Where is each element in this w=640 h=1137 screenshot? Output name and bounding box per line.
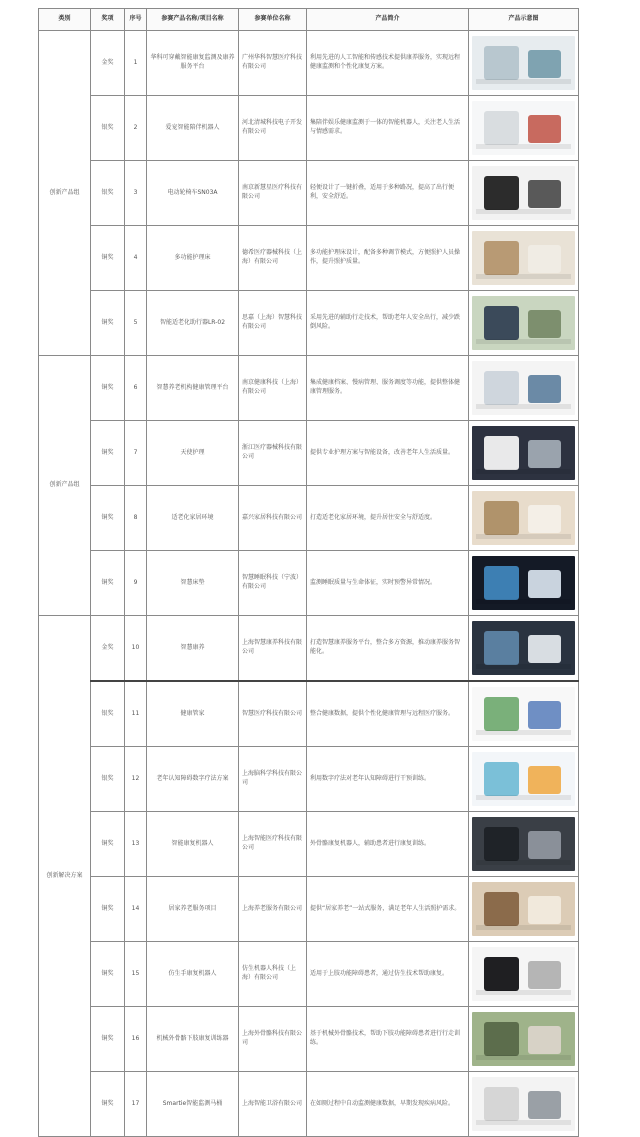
header-category: 类别 xyxy=(39,9,91,31)
number-cell: 6 xyxy=(125,356,147,421)
award-cell: 铜奖 xyxy=(91,1072,125,1137)
organization-cell: 上海智能医疗科技有限公司 xyxy=(239,812,307,877)
image-cell xyxy=(469,551,579,616)
image-cell xyxy=(469,421,579,486)
number-cell: 1 xyxy=(125,31,147,96)
image-cell xyxy=(469,747,579,812)
award-cell: 铜奖 xyxy=(91,551,125,616)
image-cell xyxy=(469,1007,579,1072)
table-row xyxy=(39,96,579,161)
number-cell: 5 xyxy=(125,291,147,356)
organization-cell: 南京健康科技（上海）有限公司 xyxy=(239,356,307,421)
number-cell: 12 xyxy=(125,747,147,812)
description-cell: 利用数字疗法对老年认知障碍进行干预训练。 xyxy=(307,747,469,812)
award-cell: 铜奖 xyxy=(91,421,125,486)
table-row xyxy=(39,681,579,747)
award-cell: 银奖 xyxy=(91,161,125,226)
description-cell: 整合健康数据，提供个性化健康管理与远程医疗服务。 xyxy=(307,681,469,747)
description-cell: 打造适老化家居环境，提升居住安全与舒适度。 xyxy=(307,486,469,551)
outdoor-walk-photo xyxy=(472,1012,575,1066)
image-cell xyxy=(469,356,579,421)
header-image: 产品示意图 xyxy=(469,9,579,31)
description-cell: 监测睡眠质量与生命体征，实时预警异常情况。 xyxy=(307,551,469,616)
number-cell: 10 xyxy=(125,616,147,682)
mattress-photo xyxy=(472,556,575,610)
number-cell: 3 xyxy=(125,161,147,226)
product-name-cell: 智能康复机器人 xyxy=(147,812,239,877)
dashboard-photo xyxy=(472,361,575,415)
number-cell: 17 xyxy=(125,1072,147,1137)
description-cell: 外骨骼康复机器人，辅助患者进行康复训练。 xyxy=(307,812,469,877)
table-row xyxy=(39,486,579,551)
image-cell xyxy=(469,226,579,291)
product-name-cell: 智慧床垫 xyxy=(147,551,239,616)
product-name-cell: 电动轮椅车SN03A xyxy=(147,161,239,226)
product-name-cell: 智慧养老机构健康管理平台 xyxy=(147,356,239,421)
product-name-cell: 华科可穿戴智能康复监测及康养服务平台 xyxy=(147,31,239,96)
bionic-hand-photo xyxy=(472,947,575,1001)
description-cell: 轻便设计了一键折叠，适用于多种路况，提高了出行便利，安全舒适。 xyxy=(307,161,469,226)
award-cell: 铜奖 xyxy=(91,486,125,551)
award-cell: 铜奖 xyxy=(91,877,125,942)
table-row xyxy=(39,356,579,421)
toilet-photo xyxy=(472,1077,575,1131)
award-cell: 铜奖 xyxy=(91,1007,125,1072)
product-name-cell: 爱宠智能陪伴机器人 xyxy=(147,96,239,161)
header-row xyxy=(39,9,579,31)
table-row xyxy=(39,31,579,96)
image-cell xyxy=(469,291,579,356)
organization-cell: 智慧睡眠科技（宁波）有限公司 xyxy=(239,551,307,616)
award-cell: 铜奖 xyxy=(91,812,125,877)
award-cell: 铜奖 xyxy=(91,291,125,356)
organization-cell: 德希医疗器械科技（上海）有限公司 xyxy=(239,226,307,291)
organization-cell: 河北清城科技电子开发有限公司 xyxy=(239,96,307,161)
table-row xyxy=(39,812,579,877)
table-row xyxy=(39,161,579,226)
image-cell xyxy=(469,616,579,682)
image-cell xyxy=(469,161,579,226)
product-name-cell: 机械外骨骼下肢康复训练器 xyxy=(147,1007,239,1072)
organization-cell: 思嘉（上海）智慧科技有限公司 xyxy=(239,291,307,356)
product-name-cell: 天使护理 xyxy=(147,421,239,486)
image-cell xyxy=(469,812,579,877)
number-cell: 7 xyxy=(125,421,147,486)
number-cell: 2 xyxy=(125,96,147,161)
product-name-cell: 智慧康养 xyxy=(147,616,239,682)
robot-photo xyxy=(472,101,575,155)
table-row xyxy=(39,942,579,1007)
books-photo xyxy=(472,426,575,480)
table-row xyxy=(39,551,579,616)
walker-photo xyxy=(472,296,575,350)
organization-cell: 上海外骨骼科技有限公司 xyxy=(239,1007,307,1072)
table-row xyxy=(39,226,579,291)
image-cell xyxy=(469,31,579,96)
description-cell: 利用先进的人工智能和传感技术提供康养服务，实现远程健康监测和个性化康复方案。 xyxy=(307,31,469,96)
table-row xyxy=(39,291,579,356)
devices-photo xyxy=(472,687,575,741)
header-award: 奖项 xyxy=(91,9,125,31)
award-cell: 铜奖 xyxy=(91,356,125,421)
image-cell xyxy=(469,877,579,942)
bed-photo xyxy=(472,231,575,285)
homecare-photo xyxy=(472,882,575,936)
image-cell xyxy=(469,96,579,161)
table-row xyxy=(39,616,579,682)
product-name-cell: Smartie智能监测马桶 xyxy=(147,1072,239,1137)
exoskeleton-photo xyxy=(472,817,575,871)
wheelchair-photo xyxy=(472,166,575,220)
device-photo xyxy=(472,36,575,90)
table-row xyxy=(39,1072,579,1137)
description-cell: 多功能护理床设计，配备多种调节模式，方便照护人员操作，提升照护质量。 xyxy=(307,226,469,291)
description-cell: 集陪伴娱乐健康监测于一体的智能机器人，关注老人生活与情感需求。 xyxy=(307,96,469,161)
award-cell: 银奖 xyxy=(91,681,125,747)
image-cell xyxy=(469,942,579,1007)
header-product-name: 参赛产品名称/项目名称 xyxy=(147,9,239,31)
organization-cell: 上海养老服务有限公司 xyxy=(239,877,307,942)
screens-photo xyxy=(472,621,575,675)
image-cell xyxy=(469,486,579,551)
organization-cell: 上海智慧康养科技有限公司 xyxy=(239,616,307,682)
number-cell: 13 xyxy=(125,812,147,877)
award-cell: 金奖 xyxy=(91,616,125,682)
description-cell: 在如厕过程中自动监测健康数据，早期发现疾病风险。 xyxy=(307,1072,469,1137)
number-cell: 8 xyxy=(125,486,147,551)
number-cell: 16 xyxy=(125,1007,147,1072)
number-cell: 11 xyxy=(125,681,147,747)
organization-cell: 上海脑科学科技有限公司 xyxy=(239,747,307,812)
product-name-cell: 仿生手康复机器人 xyxy=(147,942,239,1007)
header-description: 产品简介 xyxy=(307,9,469,31)
table-row xyxy=(39,421,579,486)
organization-cell: 智慧医疗科技有限公司 xyxy=(239,681,307,747)
product-name-cell: 健康管家 xyxy=(147,681,239,747)
product-name-cell: 适老化家居环境 xyxy=(147,486,239,551)
award-cell: 银奖 xyxy=(91,96,125,161)
description-cell: 提供“居家养老”一站式服务，满足老年人生活照护需求。 xyxy=(307,877,469,942)
phone-app-photo xyxy=(472,752,575,806)
category-cell: 创新解决方案 xyxy=(39,616,91,1137)
category-cell: 创新产品组 xyxy=(39,31,91,356)
organization-cell: 仿生机器人科技（上海）有限公司 xyxy=(239,942,307,1007)
description-cell: 打造智慧康养服务平台，整合多方资源，推动康养服务智能化。 xyxy=(307,616,469,682)
description-cell: 基于机械外骨骼技术，帮助下肢功能障碍患者进行行走训练。 xyxy=(307,1007,469,1072)
product-name-cell: 多功能护理床 xyxy=(147,226,239,291)
table-row xyxy=(39,877,579,942)
product-name-cell: 老年认知障碍数字疗法方案 xyxy=(147,747,239,812)
description-cell: 适用于上肢功能障碍患者，通过仿生技术帮助康复。 xyxy=(307,942,469,1007)
category-cell: 创新产品组 xyxy=(39,356,91,616)
table-body xyxy=(39,31,579,1137)
number-cell: 4 xyxy=(125,226,147,291)
number-cell: 9 xyxy=(125,551,147,616)
award-cell: 银奖 xyxy=(91,747,125,812)
award-cell: 铜奖 xyxy=(91,942,125,1007)
organization-cell: 嘉兴家居科技有限公司 xyxy=(239,486,307,551)
organization-cell: 浙江医疗器械科技有限公司 xyxy=(239,421,307,486)
organization-cell: 南京新慧星医疗科技有限公司 xyxy=(239,161,307,226)
product-name-cell: 智能适老化助行器LR-02 xyxy=(147,291,239,356)
image-cell xyxy=(469,1072,579,1137)
product-name-cell: 居家养老服务项目 xyxy=(147,877,239,942)
award-cell: 铜奖 xyxy=(91,226,125,291)
number-cell: 15 xyxy=(125,942,147,1007)
organization-cell: 上海智能卫浴有限公司 xyxy=(239,1072,307,1137)
description-cell: 采用先进的辅助行走技术，帮助老年人安全出行，减少跌倒风险。 xyxy=(307,291,469,356)
room-photo xyxy=(472,491,575,545)
organization-cell: 广州华科智慧医疗科技有限公司 xyxy=(239,31,307,96)
header-organization: 参赛单位名称 xyxy=(239,9,307,31)
table-row xyxy=(39,1007,579,1072)
awards-table xyxy=(38,8,579,1137)
header-number: 序号 xyxy=(125,9,147,31)
table-row xyxy=(39,747,579,812)
number-cell: 14 xyxy=(125,877,147,942)
description-cell: 集成健康档案、慢病管理、服务调度等功能，提供整体健康管理服务。 xyxy=(307,356,469,421)
award-cell: 金奖 xyxy=(91,31,125,96)
description-cell: 提供专业护理方案与智能设备，改善老年人生活质量。 xyxy=(307,421,469,486)
image-cell xyxy=(469,681,579,747)
